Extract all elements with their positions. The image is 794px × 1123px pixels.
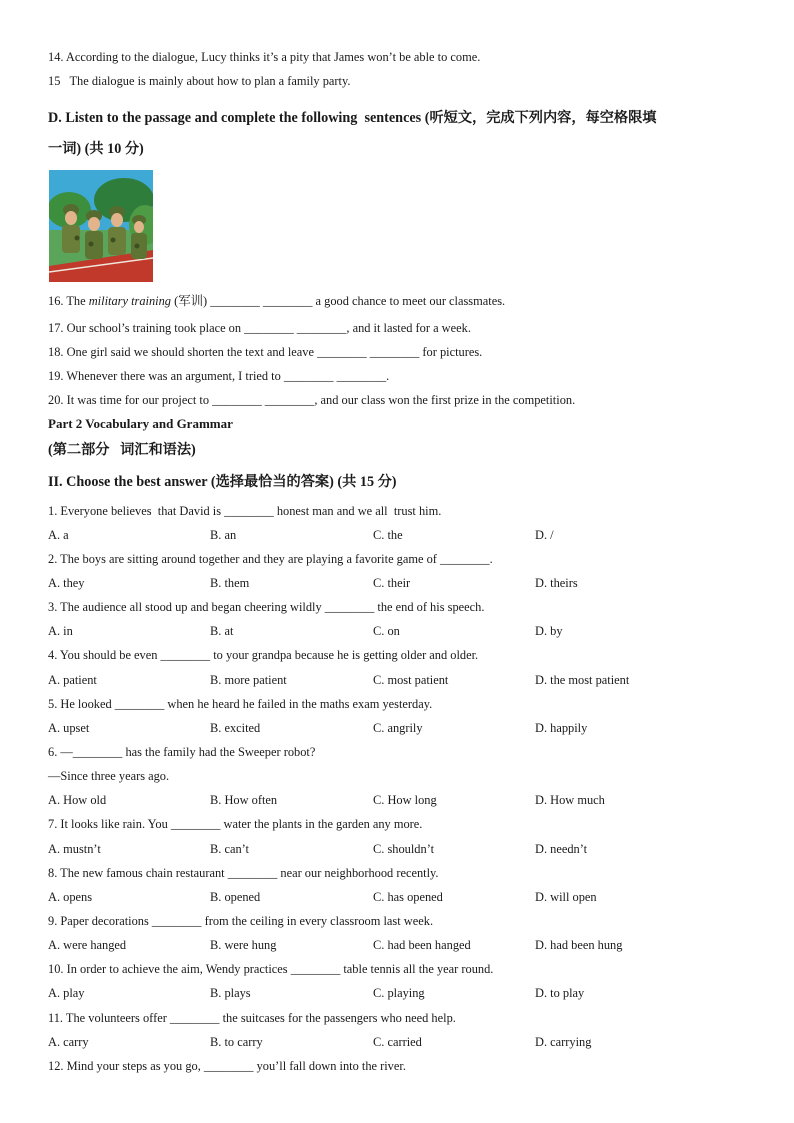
option-d: D. had been hung (535, 938, 623, 952)
question-4-stem: 4. You should be even ________ to your grandpa because he is getting older and older. (48, 648, 479, 662)
option-b: B. opened (210, 890, 261, 904)
option-b: B. an (210, 528, 237, 542)
option-d: D. carrying (535, 1035, 592, 1049)
option-d: D. by (535, 624, 563, 638)
option-c: C. has opened (373, 890, 443, 904)
option-b: B. plays (210, 986, 251, 1000)
option-a: A. patient (48, 673, 97, 687)
question-9-stem: 9. Paper decorations ________ from the ceiling in every classroom last week. (48, 914, 434, 928)
option-a: A. carry (48, 1035, 89, 1049)
option-b: B. How often (210, 793, 278, 807)
option-a: A. were hanged (48, 938, 127, 952)
option-c: C. their (373, 576, 411, 590)
option-d: D. the most patient (535, 673, 630, 687)
question-15: 15 The dialogue is mainly about how to plan a family party. (48, 74, 351, 88)
question-10-stem: 10. In order to achieve the aim, Wendy practices ________ table tennis all the year round. (48, 962, 494, 976)
option-b: B. them (210, 576, 250, 590)
option-c: C. How long (373, 793, 437, 807)
option-a: A. mustn’t (48, 842, 101, 856)
option-c: C. on (373, 624, 400, 638)
option-d: D. / (535, 528, 554, 542)
option-c: C. carried (373, 1035, 422, 1049)
option-b: B. at (210, 624, 234, 638)
question-1-stem: 1. Everyone believes that David is ________ honest man and we all trust him. (48, 504, 442, 518)
option-a: A. in (48, 624, 73, 638)
option-a: A. opens (48, 890, 93, 904)
option-c: C. had been hanged (373, 938, 471, 952)
option-a: A. upset (48, 721, 90, 735)
option-c: C. playing (373, 986, 425, 1000)
option-c: C. most patient (373, 673, 449, 687)
option-b: B. were hung (210, 938, 277, 952)
question-2-stem: 2. The boys are sitting around together and they are playing a favorite game of ________. (48, 552, 493, 566)
military-training-illustration (49, 170, 153, 282)
question-3-stem: 3. The audience all stood up and began cheering wildly ________ the end of his speech. (48, 600, 485, 614)
option-d: D. will open (535, 890, 597, 904)
question-7-stem: 7. It looks like rain. You ________ water the plants in the garden any more. (48, 817, 423, 831)
question-6-reply: —Since three years ago. (48, 769, 170, 783)
option-c: C. the (373, 528, 403, 542)
section-ii-heading: II. Choose the best answer (选择最恰当的答案) (共 15 分) (48, 474, 397, 490)
option-b: B. more patient (210, 673, 287, 687)
military-training-term: military training (88, 294, 171, 308)
option-c: C. angrily (373, 721, 423, 735)
section-d-heading-cont: 一词) (共 10 分) (48, 141, 144, 157)
option-d: D. needn’t (535, 842, 588, 856)
question-5-stem: 5. He looked ________ when he heard he failed in the maths exam yesterday. (48, 697, 433, 711)
question-12-stem: 12. Mind your steps as you go, ________ you’ll fall down into the river. (48, 1059, 406, 1073)
question-17: 17. Our school’s training took place on ________ ________, and it lasted for a week. (48, 321, 471, 335)
option-d: D. How much (535, 793, 605, 807)
part-2-title: Part 2 Vocabulary and Grammar (48, 416, 233, 431)
question-14: 14. According to the dialogue, Lucy thinks it’s a pity that James won’t be able to come. (48, 50, 481, 64)
option-a: A. a (48, 528, 69, 542)
question-16: 16. The military training (军训) ________ ________ a good chance to meet our classmates. (48, 294, 506, 308)
question-11-stem: 11. The volunteers offer ________ the suitcases for the passengers who need help. (48, 1011, 456, 1025)
part-2-title-cn: (第二部分 词汇和语法) (48, 442, 196, 458)
option-a: A. How old (48, 793, 107, 807)
option-c: C. shouldn’t (373, 842, 435, 856)
option-d: D. happily (535, 721, 588, 735)
option-a: A. play (48, 986, 85, 1000)
option-d: D. theirs (535, 576, 578, 590)
option-a: A. they (48, 576, 85, 590)
question-19: 19. Whenever there was an argument, I tried to ________ ________. (48, 369, 390, 383)
option-d: D. to play (535, 986, 585, 1000)
question-6-stem: 6. —________ has the family had the Sweeper robot? (48, 745, 316, 759)
section-d-heading: D. Listen to the passage and complete the following sentences (听短文，完成下列内容，每空格限填 (48, 110, 657, 126)
option-b: B. can’t (210, 842, 249, 856)
question-18: 18. One girl said we should shorten the text and leave ________ ________ for pictures. (48, 345, 483, 359)
option-b: B. to carry (210, 1035, 263, 1049)
option-b: B. excited (210, 721, 261, 735)
question-20: 20. It was time for our project to ________ ________, and our class won the first prize in the competition. (48, 393, 576, 407)
question-8-stem: 8. The new famous chain restaurant ________ near our neighborhood recently. (48, 866, 439, 880)
